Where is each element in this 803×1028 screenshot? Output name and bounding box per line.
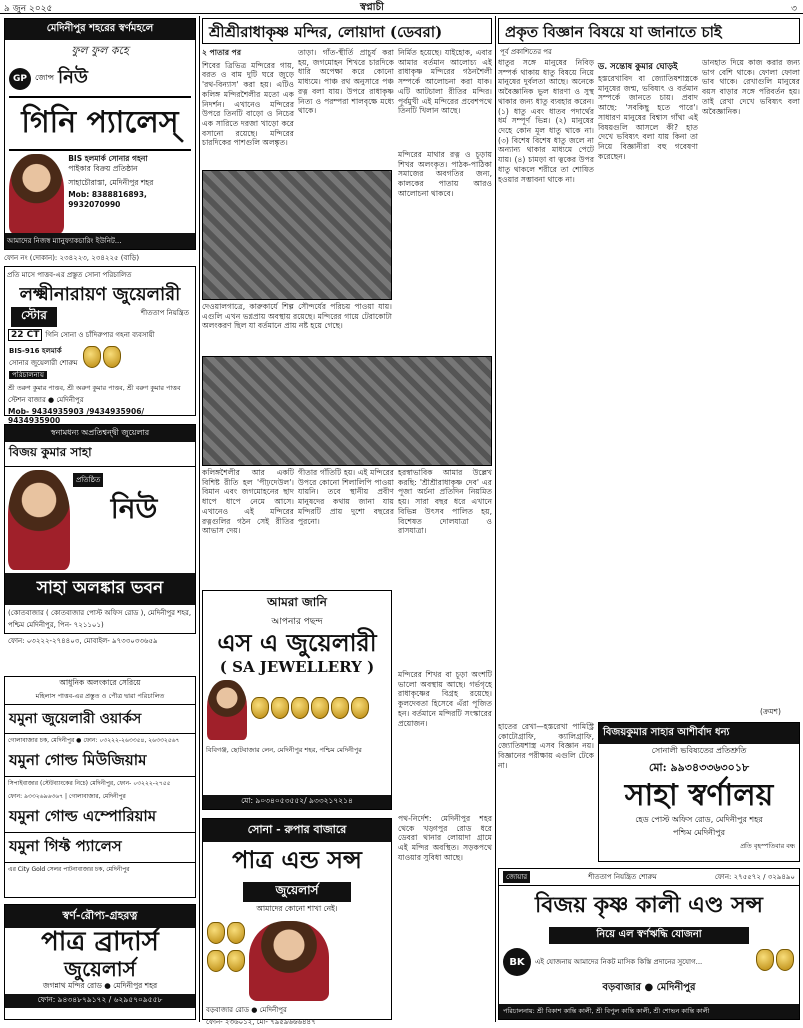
- ad-gini-brand-small: জোন্স: [35, 73, 55, 82]
- ad-gini-name: গিনি প্যালেস্: [9, 96, 191, 151]
- article2-continued: পূর্ব প্রকাশিতের পর: [500, 48, 552, 56]
- ad-sa-jewellery: [202, 590, 392, 810]
- ad-swarnalay-mob: মো: ৯৯৩৪৩৩৬৩০১৮: [648, 761, 750, 774]
- ad-bijay-scheme: নিয়ে এল স্বর্ণঋদ্ধি যোজনা: [549, 927, 749, 944]
- ad-lakshmi-bis2: সোনার জুয়েলারী শোরুম: [9, 358, 78, 367]
- ad-patra-bros-name: পাত্র ব্রাদার্স: [41, 927, 159, 957]
- ad-jamuna-tag: আধুনিক অলংকারে সেরিয়ে: [59, 678, 141, 687]
- article2-col-d: হাতের রেখা—হস্তরেখা পামিস্ট্রি কোটোগ্রাফি, ক্যালিগ্রাফি, জ্যোতিষশাস্ত্র এসব বিজ্ঞান নয়। বিজ্ঞানের পরীক্ষায় এগুলি টেকে না।: [498, 722, 594, 770]
- jewellery-icons: [82, 345, 122, 381]
- ad-swarnalay-prop: প্রতি বৃহস্পতিবার বন্ধ: [740, 842, 795, 850]
- ad-patra-sons-sub: জুয়েলার্স: [243, 882, 351, 902]
- ad-gini-footer: আমাদের নিজস্ব ম্যানুফ্যাকচারিং ইউনিট...: [5, 233, 195, 249]
- masthead: স্বপ্নাচী: [360, 2, 384, 13]
- ad-jamuna-addr3: ফোন: ৯৩৩২৬৯৬৩৬৭ | গোলাবাজার, মেদিনীপুর: [8, 793, 126, 800]
- article1-col-d: কলিঙ্গশৈলীর আর একটি বিশিষ্ট রীতি হল 'পীঢ়়দেউল'। বিমান এবং জগমোহনের ছাদ ধাপে ধাপে নেমে আসে। এখানেও এই মন্দিরের রত্নগুলির গঠন সেই রীতির আভাস দেয়।: [202, 468, 294, 536]
- ad-lakshmi-ac: শীততাপ নিয়ন্ত্রিত: [140, 308, 189, 317]
- ad-lakshmi-mob: Mob- 9434935903 /9434935906/ 9434935900: [8, 406, 145, 425]
- temple-photo-1: [202, 170, 392, 300]
- ad-jamuna-item-1: যমুনা জুয়েলারী ওয়ার্কস: [5, 705, 195, 734]
- ad-patra-bros-phone: ফোন: ৯৪৩৪৮৭৯১৭২ / ৬২৯৫৭০৯৫৫৮: [5, 994, 195, 1008]
- ad-patra-sons-address: বড়বাজার রোড ● মেদিনীপুর: [206, 1006, 287, 1014]
- ad-gini-brand-new: নিউ: [58, 67, 88, 88]
- ad-gini-line2: ফুল ফুল কহে: [71, 44, 129, 57]
- ad-saha-alankar: [4, 424, 196, 645]
- ad-sa-intro: আমরা জানি: [267, 595, 327, 609]
- article1-col-c: নির্মিত হয়েছে। যাইহোক, এবার আমার বর্তমান আলোচ্য এই রাধাকৃষ্ণ মন্দিরের গঠনশৈলী সম্পর্কে আলোচনা করা যাক। এটি আটচালা রীতির মন্দির। পূর্বমুখী এই মন্দিরের প্রবেশপথে তিনটি খিলান আছে।: [398, 48, 492, 116]
- ad-bijay-krishna-kali: [498, 868, 800, 1020]
- ad-gini-bis2: পাইকার বিক্রয় প্রতিষ্ঠান: [68, 163, 138, 173]
- ad-sa-intro2: আপনার পছন্দ: [271, 617, 323, 627]
- article1-col-f: হরস্বাভাবিক আমার উল্লেখ করছি: 'শ্রীশ্রীরাধাকৃষ্ণ দেব' এর পূজা অর্চনা প্রতিদিন নিয়মিত হয়। সারা বছর ধরে এখানে বিভিন্ন উৎসব পালিত হয়, বিশেষত দোলযাত্রা ও রাসযাত্রা।: [398, 468, 492, 536]
- model-photo: [9, 154, 64, 234]
- column-divider: [199, 16, 200, 1022]
- article-mid-col-a: মন্দিরের শিখর বা চূড়া অংশটি ভালো অবস্থায় আছে। গর্ভগৃহে রাধাকৃষ্ণের বিগ্রহ রয়েছে। কুলদেবতা হিসেবে এঁরা পূজিত হন। বর্তমানে মন্দিরটি সংস্কারের প্রয়োজন।: [398, 670, 492, 728]
- ad-sa-mob: মো: ৯০৩৪০৫৩৫৫২/ ৯৩৩২১৭২১৪: [203, 795, 391, 809]
- ad-patra-sons-tag: সোনা - রুপার বাজারে: [203, 819, 391, 842]
- ad-patra-sons-note: আমাদের কোনো শাখা নেই।: [256, 904, 338, 913]
- header-date: ৯ জুন ২০২৫: [4, 4, 53, 14]
- ad-jamuna-addr1: গোলাবাজার চক, মেদিনীপুর ● ফোন: ০৩২২২-২৬৩৩৫৪, ২৬৩৩২৫৬৭: [8, 737, 180, 744]
- ad-bijay-name: বিজয় কৃষ্ণ কালী এণ্ড সন্স: [534, 892, 763, 918]
- ad-patra-sons-phone: ফোন- ২৩৬০১২, মো- ৭৯৫৯৬৬৬৪৪৭: [206, 1018, 316, 1026]
- article1-col-e: গীতার গাঁতিটি হয়। এই মন্দিরের উপরে কোনো শিলালিপি পাওয়া যায়নি। তবে স্থানীয় প্রবীণ মানুষদের কথায় জানা যায় মন্দিরটি প্রায় দুশো বছরের পুরনো।: [298, 468, 394, 526]
- ad-jamuna-item-2: যমুনা গোল্ড মিউজিয়াম: [5, 747, 195, 777]
- ad-swarnalay-address: হেড পোস্ট অফিস রোড, মেদিনীপুর শহর: [635, 815, 763, 824]
- ad-saha-owner: বিজয় কুমার সাহা: [5, 442, 195, 467]
- ad-swarnalay-tag: বিজয়কুমার সাহার আশীর্বাদ ধন্য: [599, 723, 799, 744]
- column-divider: [495, 16, 496, 1022]
- ad-gini-bis: BIS হলমার্ক সোনার গহনা: [68, 154, 148, 163]
- ad-lakshmi-kt: 22 CT: [8, 329, 42, 341]
- ad-saha-name: সাহা অলঙ্কার ভবন: [5, 573, 195, 605]
- ad-lakshmi-name: লক্ষ্মীনারায়ণ জুয়েলারী: [19, 284, 181, 305]
- ad-patra-sons: [202, 818, 392, 1026]
- ad-gini-line1: মেদিনীপুর শহরের স্বর্ণমহলে: [5, 19, 195, 40]
- ad-lakshmi: [4, 266, 196, 425]
- ad-lakshmi-owners: শ্রী তরুণ কুমার পাত্তব, শ্রী অরুণ কুমার পাত্তব, শ্রী বরুণ কুমার পাত্তব: [8, 383, 181, 392]
- article1-caption: দেওয়ালগাত্রে, কারুকার্যে শিল্প সৌন্দর্যের পরিচয় পাওয়া যায়। এগুলি এখন ভগ্নপ্রায় অবস্থায় রয়েছে। মন্দিরের গায়ে টেরাকোটা অলংকরণ ছিল যা বর্তমানে প্রায় নষ্ট হয়ে গেছে।: [202, 302, 392, 331]
- ad-lakshmi-owners-label: পরিচালনায়: [9, 371, 47, 379]
- ad-gini-mob: Mob: 8388816893, 9932070990: [68, 190, 147, 209]
- ad-patra-sons-name: পাত্র এন্ড সন্স: [232, 845, 362, 874]
- page-number: ৩: [791, 4, 797, 14]
- ad-patra-bros-tag: স্বর্ণ-রৌপ্য-গ্রহরত্ন: [5, 905, 195, 928]
- ad-gini-address: সাহাচৌরাস্তা, মেদিনীপুর শহর: [68, 177, 154, 187]
- ad-bijay-desc: এই যোজনায় আমাদের নিকট মাসিক কিস্তি প্রদানের সুযোগ...: [535, 958, 703, 966]
- ad-swarnalay-address2: পশ্চিম মেদিনীপুর: [672, 828, 726, 837]
- model-photo: [8, 470, 70, 570]
- article2-author: ড. সন্তোষ কুমার ঘোড়ই: [598, 62, 678, 72]
- model-photo: [249, 921, 329, 1001]
- article1-col-a-text: শিবের ত্রিভিত্র মন্দিরের গায়, বরত ও বাম দুটি ঘরে জুড়ে 'রথ-বিন্যাস' করা হয়। এটিও কলিঙ্গ মন্দিরশৈলীর মতো এক নিদর্শন। এখানেও মন্দিরের উপরে তিনটি বাড়ো ও নিচের এক সারিতে দরজা খাড়ো করে বসানো রয়েছে। মন্দিরের চারদিকের পাশগুলি অলঙ্কৃত।: [202, 60, 294, 148]
- ad-sa-address: বিবিগঞ্জ, ছোটবাজার লেন, মেদিনীপুর শহর, পশ্চিম মেদিনীপুর: [206, 745, 362, 754]
- ad-saha-phone: ফোন: ০৩২২২-২৭৪৪০৩, মোবাইল- ৯৭৩৩০৩৩৬৫৯: [5, 633, 195, 648]
- bk-logo: BK: [503, 948, 531, 976]
- ad-phone-line: ফোন নং (দোকান): ২৩৪২২৩, ২৩৪২২৫ (বাড়ি): [4, 254, 140, 262]
- ad-swarnalay-sub: সোনালী ভবিষ্যতের প্রতিশ্রুতি: [651, 746, 747, 755]
- ad-lakshmi-store: স্টোর: [11, 307, 57, 327]
- ad-patra-brothers: [4, 904, 196, 1020]
- jewellery-icons: [755, 948, 795, 976]
- ad-jamuna-addr2: সিপাইবাজার (স্টেটব্যাংকের নিচে) মেদিনীপুর, ফোন- ০৩২২২-২৭৫৫: [8, 780, 171, 787]
- ad-swarnalay-name: সাহা স্বর্ণালয়: [624, 778, 774, 813]
- article2-col-a: ধাতুর সঙ্গে মানুষের নিবিড় সম্পর্ক থাকায় ধাতু বিষয়ে নিয়ে মানুষের দুর্বলতা আছে। অনেকে অবৈজ্ঞানিক ভুল ধারণা ও সুস্থ থাকার জন্য ধাতু ব্যবহার করেন। (১) ধাতু এবং ধাতব পদার্থের ধর্ম সম্পূর্ণ ভিন্ন। (২) মানুষের দেহে কোন মূল ধাতু থাকে না। (৩) বিশেষ বিশেষ ধাতু জলে না অন্যান্য থাকার মাধ্যমে পেটে যায়। (৪) চামড়া বা ত্বকের উপর ধাতু থাকলে শরীরে তা শোষিত হওয়ার সম্ভাবনা থাকে না।: [498, 58, 594, 184]
- ad-jamuna-addr4: এর City Gold সেলর পাটনাবাজার চক, মেদিনীপুর: [8, 866, 130, 873]
- article1-caption2: মন্দিরের মাথার রত্ন ও চূড়ায় শিখর অলংকৃত। পাঠক-পাঠিকা সমাজের অবগতির জন্য, কালকের পাতায় আরও আলোচনা থাকবে।: [398, 150, 492, 198]
- ad-saha-est: প্রতিষ্ঠিত: [73, 473, 103, 487]
- article1-title: শ্রীশ্রীরাধাকৃষ্ণ মন্দির, লোয়াদা (ডেবরা): [202, 18, 492, 44]
- temple-photo-2: [202, 356, 492, 466]
- ad-lakshmi-kt-text: গিনি সোনা ও চাঁদিরুপার গহনা ব্যবসায়ী: [45, 330, 155, 339]
- ad-bijay-phone: ফোন: ২৭৫৫৭২ / ৩২৯৪৯০: [714, 873, 795, 881]
- article2-end: (ক্রমশ): [760, 707, 781, 716]
- article2-col-b: হস্তরেখাবিদ বা জ্যোতিষশাস্ত্রকে মানুষের জন্ম, ভবিষ্যৎ ও বর্তমান সম্পর্কে জানতে চায়। প্রবাদ আছে: 'সবকিছু হতে পারে'। সাধারণ মানুষের বিশ্বাস গাঁথা এই বিষয়গুলি আসলে কী? হাত দেখে ভবিষ্যৎ বলা যায় কিনা তা নিয়ে বিজ্ঞানীরা বহু গবেষণা করেছেন।: [598, 74, 698, 161]
- ad-jamuna: [4, 676, 196, 898]
- ad-saha-swarnalay: [598, 722, 800, 862]
- ad-saha-tag: স্বনামধন্য অপ্রতিশ্বন্দ্বী জুয়েলার: [5, 425, 195, 442]
- ad-patra-bros-sub: জুয়েলার্স: [64, 956, 136, 981]
- article1-continued: ২ পাতার পর: [202, 48, 241, 57]
- gp-logo: GP: [9, 68, 31, 90]
- ad-gini-palace: [4, 18, 196, 250]
- ad-bijay-address: বড়বাজার ● মেদিনীপুর: [602, 982, 696, 993]
- ad-patra-bros-address: জগন্নাথ মন্দির রোড ● মেদিনীপুর শহর: [42, 980, 158, 990]
- jewellery-icons: [206, 921, 246, 1001]
- ad-lakshmi-tag: প্রতি মাসে পাত্তব-এর প্রস্তুত সোনা পরিচালিত: [7, 271, 132, 279]
- ad-jamuna-item-3: যমুনা গোল্ড এম্পোরিয়াম: [5, 803, 195, 833]
- article2-title: প্রকৃত বিজ্ঞান বিষয়ে যা জানাতে চাই: [498, 18, 800, 44]
- ad-jamuna-item-4: যমুনা গিফ্ট প্যালেস: [5, 833, 195, 863]
- jewellery-icons: [250, 696, 370, 724]
- page-header: [0, 0, 803, 14]
- ad-sa-en: ( SA JEWELLERY ): [219, 657, 375, 676]
- article1-col-b: তাড়া। গাঁত-স্থীর্তি প্রাচুর্য করা হয়, জগমোহন শিখরে চারদিকে ধারি অপেক্ষা করে কোনো মাধ্যমে। পাঞ্চ রথ অনুসারে পঞ্চ রত্ন বলা যায়। উপরে রাধাকৃষ্ণ নিত্য ও পরম্পরা শালবৃক্ষে মধ্যে থাকে।: [298, 48, 394, 116]
- ad-saha-new: নিউ: [110, 492, 158, 525]
- ad-sa-name: এস এ জুয়েলারী: [217, 628, 377, 657]
- ad-bijay-label: জোয়ার: [503, 871, 530, 883]
- ad-lakshmi-bis: BIS-916 হলমার্ক: [9, 346, 62, 355]
- ad-jamuna-tag2: মহিলাস পাত্তব-এর প্রস্তুত ও পৌত্র দ্বারা পরিচালিত: [5, 691, 195, 705]
- article1-col-a: [202, 48, 294, 168]
- model-photo: [207, 680, 247, 740]
- ad-saha-address: (কোতবাজার ( কোতবাজার পোস্ট অফিস রোড ), মেদিনীপুর শহর, পশ্চিম মেদিনীপুর, পিন- ৭২১১০১): [8, 609, 192, 629]
- article2-col-c: ডানহাত দিয়ে কাজ করার জন্য ভাগ বেশি থাকে। ফোলা ফোলা ভাব থাকে। রেখাগুলি মানুষের বয়স বাড়ার সঙ্গে পরিবর্তন হয়। তাই রেখা দেখে ভবিষ্যৎ বলা অবৈজ্ঞানিক।: [702, 58, 800, 116]
- ad-lakshmi-address: স্টেশন বাজার ● মেদিনীপুর: [8, 395, 84, 404]
- ad-bijay-owners: পরিচালনায়: শ্রী বিকাশ কান্তি কালী, শ্রী বিপুল কান্তি কালী, শ্রী শোভন কান্তি কালী: [499, 1004, 799, 1019]
- article-mid-col-b: পথ-নির্দেশ: মেদিনীপুর শহর থেকে খড়্গপুর রোড ধরে ডেবরা থানার লোয়াদা গ্রামে এই মন্দির অবস্থিত। সড়কপথে যাওয়ার সুবিধা আছে।: [398, 814, 492, 862]
- ad-bijay-ac: শীততাপ নিয়ন্ত্রিত শোরুম: [588, 873, 657, 881]
